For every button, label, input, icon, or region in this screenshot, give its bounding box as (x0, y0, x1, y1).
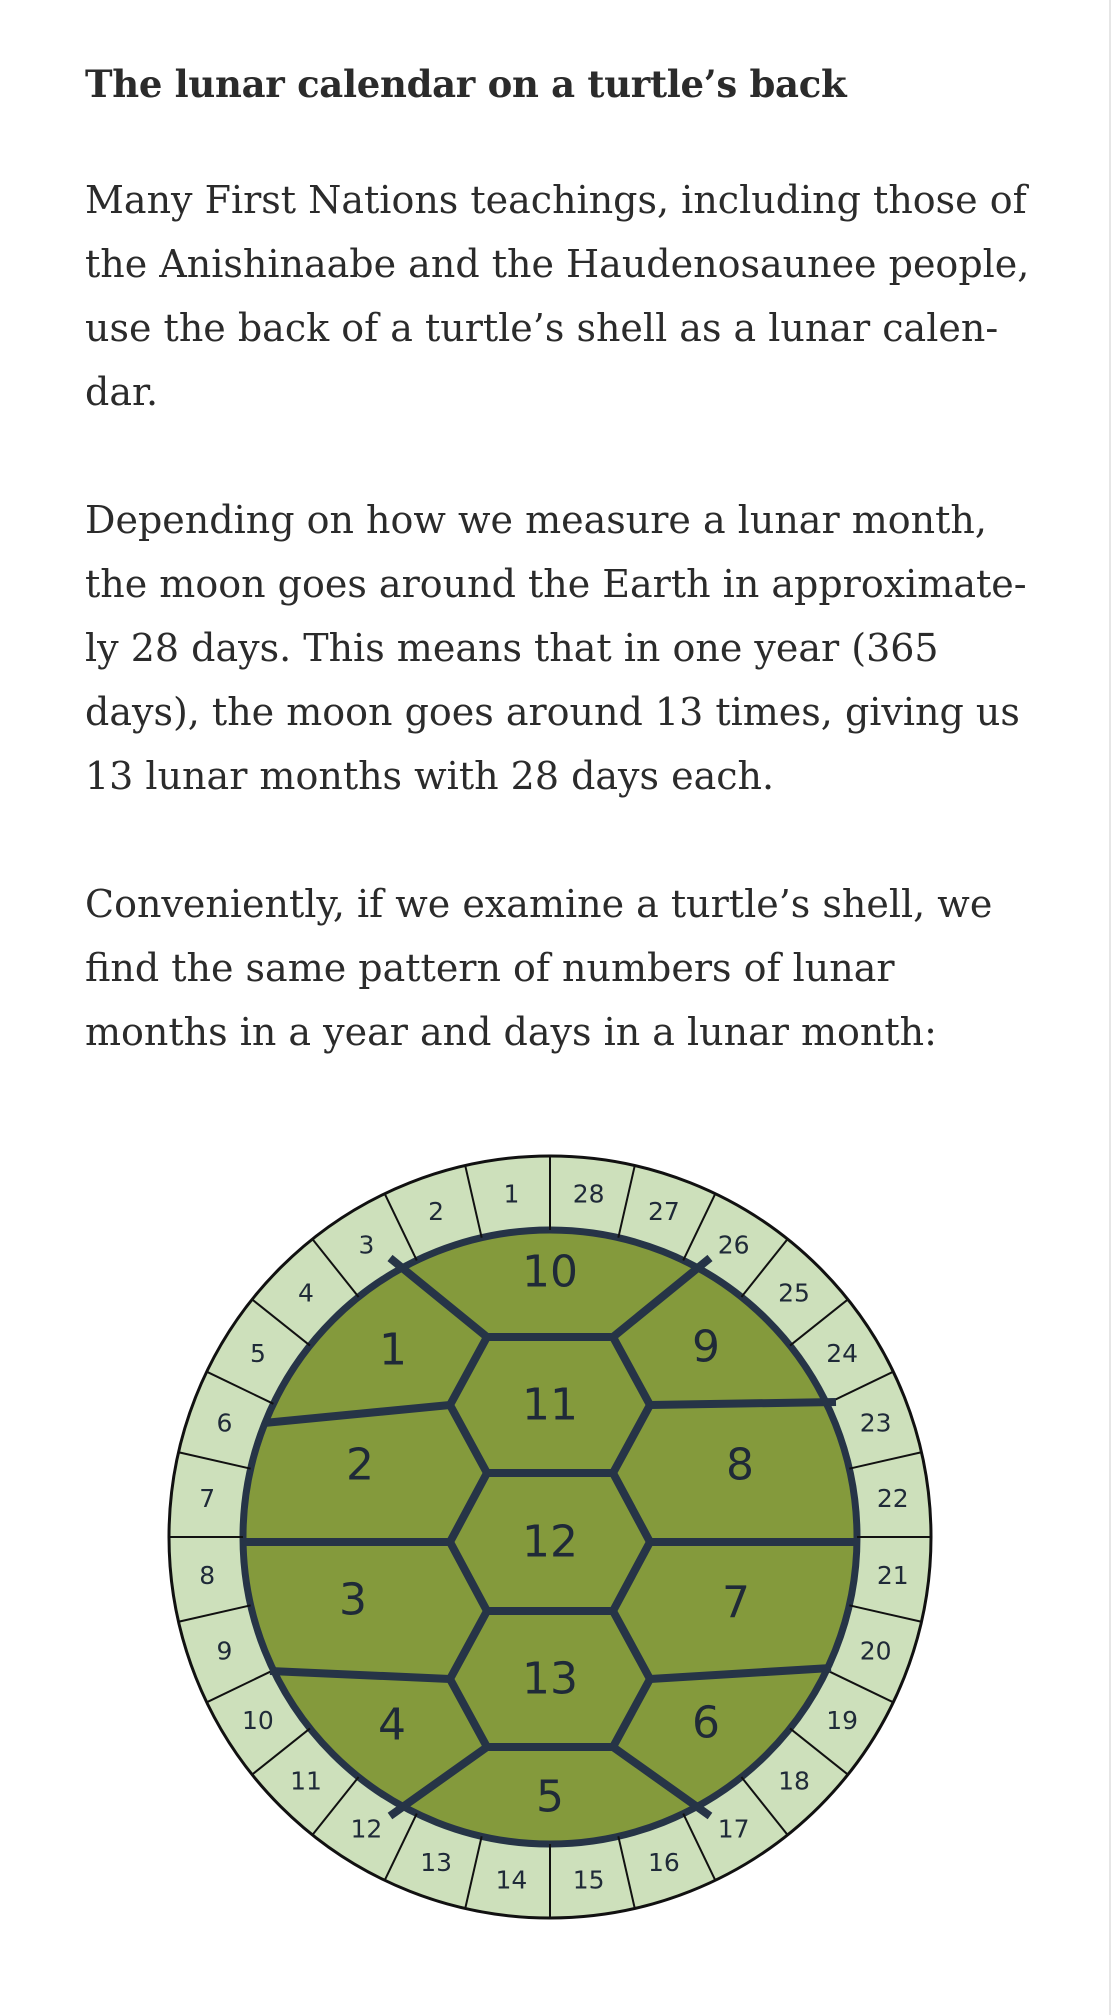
scute-month-label: 2 (346, 1439, 374, 1491)
scute-month-label: 9 (692, 1321, 720, 1373)
rim-day-label: 24 (826, 1338, 859, 1368)
rim-day-label: 22 (876, 1483, 909, 1513)
rim-day-label: 18 (778, 1766, 810, 1796)
rim-day-label: 6 (216, 1408, 233, 1438)
scute-month-label: 1 (379, 1324, 407, 1376)
scute-month-label: 12 (522, 1516, 578, 1568)
rim-day-label: 26 (717, 1230, 750, 1260)
rim-day-label: 25 (778, 1278, 810, 1308)
rim-day-label: 19 (826, 1706, 859, 1736)
turtle-shell-figure (160, 1147, 940, 1927)
article (85, 52, 1045, 1064)
article-title: The lunar calendar on a turtle’s back (85, 62, 847, 106)
scute-month-label: 8 (726, 1439, 754, 1491)
rim-day-label: 3 (358, 1230, 375, 1260)
scute-month-label: 10 (522, 1246, 578, 1298)
scute-month-label: 11 (522, 1379, 578, 1431)
rim-day-label: 16 (647, 1848, 680, 1878)
scute-month-label: 13 (522, 1653, 578, 1705)
rim-day-label: 11 (290, 1766, 322, 1796)
rim-day-label: 20 (859, 1636, 892, 1666)
scute-month-label: 4 (378, 1699, 406, 1751)
rim-day-label: 1 (503, 1179, 520, 1209)
paragraph-turtle-shell: Conveniently, if we examine a turtle’s shell, we find the same pattern of numbers of lunar months in a year and days in a lunar month: (85, 882, 993, 1054)
scute-month-label: 3 (339, 1574, 367, 1626)
seam-9-8 (650, 1402, 836, 1405)
rim-day-label: 2 (428, 1196, 445, 1226)
paragraph-lunar-month: Depending on how we measure a lunar month, the moon goes around the Earth in approximate-ly 28 days. This means that in one year (365 days), the moon goes around 13 times, giving us 13 lunar months with 28 days each. (85, 498, 1027, 798)
rim-day-label: 28 (572, 1179, 605, 1209)
scute-month-label: 7 (722, 1577, 750, 1629)
scute-month-label: 5 (536, 1771, 564, 1823)
rim-day-label: 15 (572, 1865, 605, 1895)
rim-day-label: 7 (199, 1483, 216, 1513)
scute-month-label: 6 (692, 1697, 720, 1749)
rim-day-label: 9 (216, 1636, 233, 1666)
rim-day-label: 13 (420, 1848, 453, 1878)
rim-day-label: 10 (241, 1706, 274, 1736)
rim-day-label: 14 (495, 1865, 528, 1895)
paragraph-first-nations: Many First Nations teachings, including those of the Anishinaabe and the Haudenosaunee people, use the back of a turtle’s shell as a lunar calen-dar. (85, 178, 1030, 414)
rim-day-label: 27 (647, 1196, 680, 1226)
rim-day-label: 17 (717, 1814, 750, 1844)
rim-day-label: 23 (859, 1408, 892, 1438)
turtle-shell-diagram (160, 1147, 940, 1927)
rim-day-label: 8 (199, 1561, 216, 1591)
rim-day-label: 5 (249, 1338, 266, 1368)
rim-day-label: 4 (298, 1278, 314, 1308)
rim-day-label: 21 (876, 1561, 909, 1591)
rim-day-label: 12 (350, 1814, 383, 1844)
